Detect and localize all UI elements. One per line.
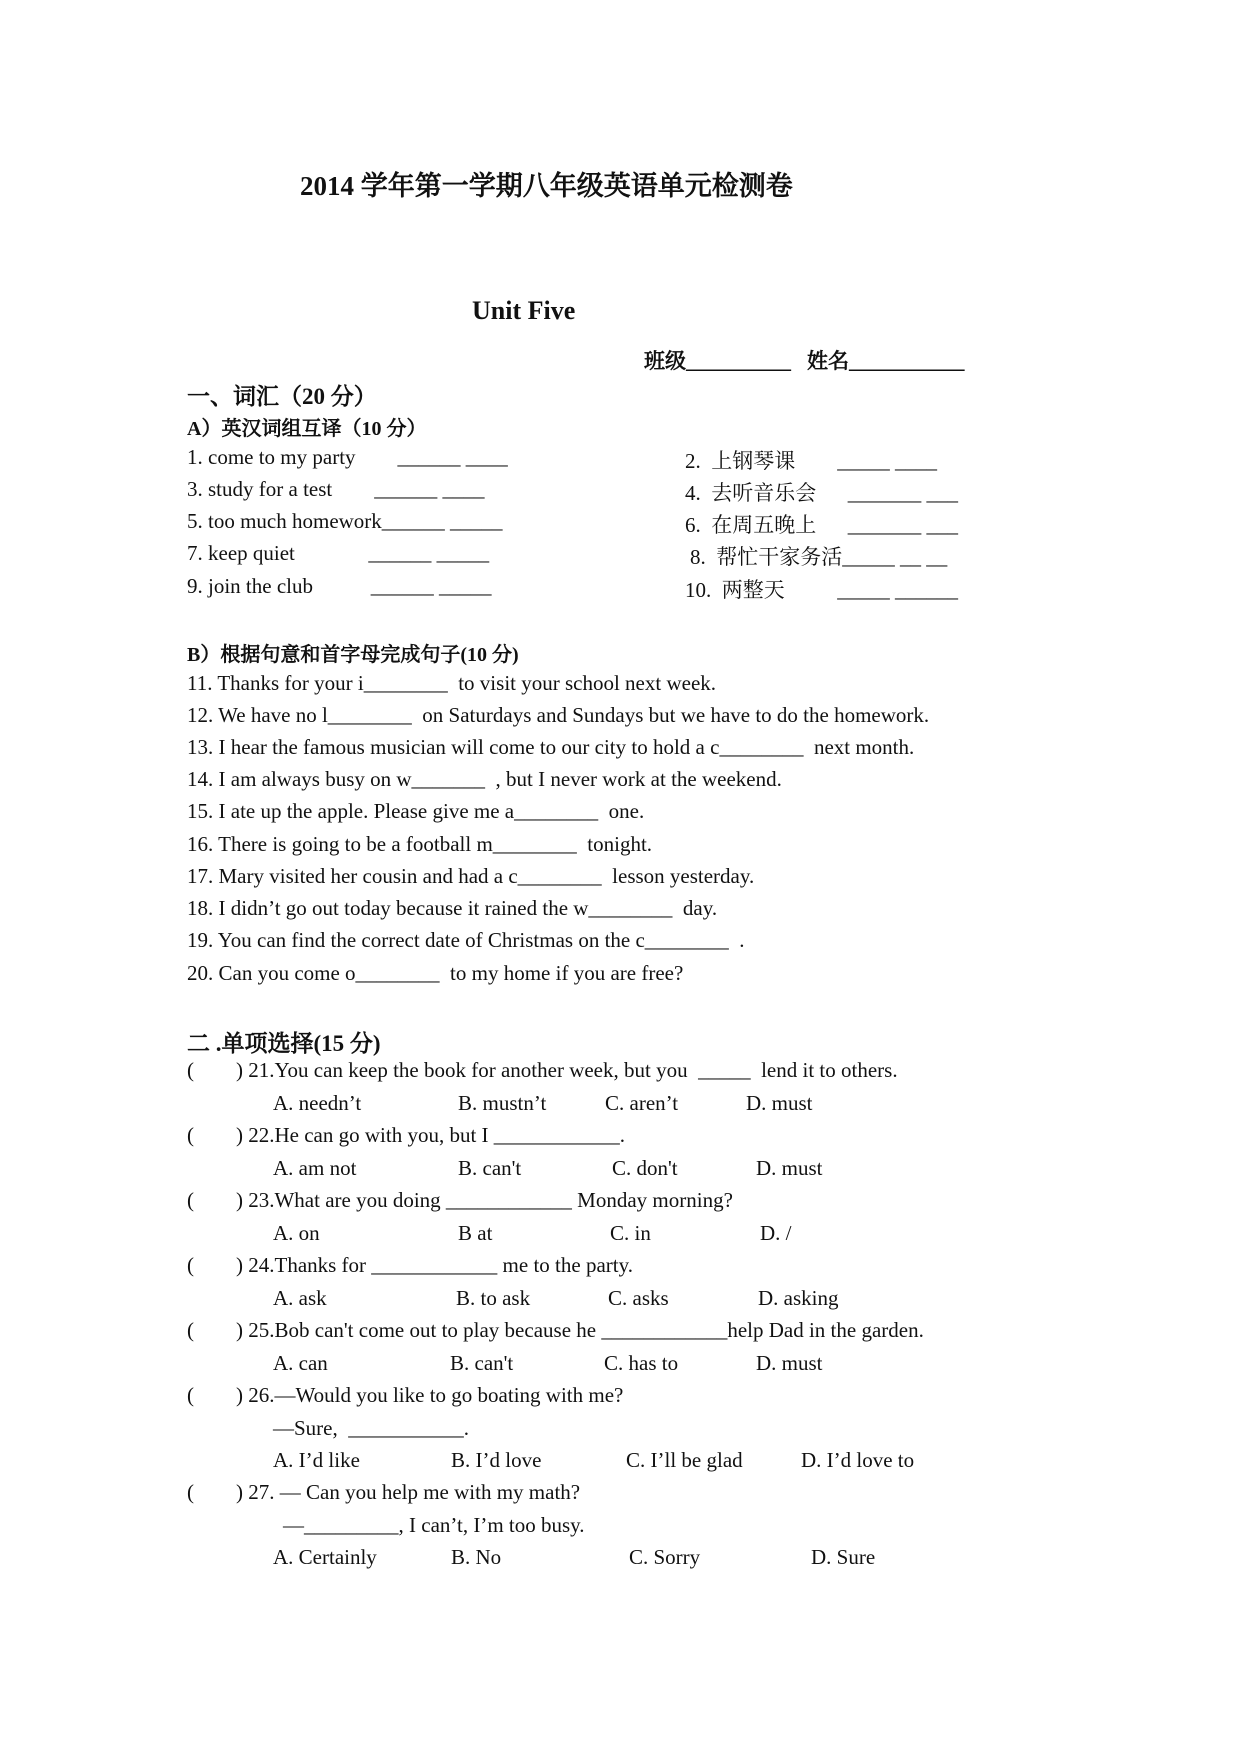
option-a: A. needn’t: [273, 1091, 362, 1115]
question-stem: ( ) 24.Thanks for ____________ me to the party.: [187, 1253, 633, 1277]
vocab-item: 4. 去听音乐会 _______ ___: [685, 481, 958, 505]
question-stem: ( ) 26.—Would you like to go boating with me?: [187, 1383, 624, 1407]
sentence-item: 14. I am always busy on w_______ , but I never work at the weekend.: [187, 767, 782, 791]
vocab-item: 6. 在周五晚上 _______ ___: [685, 513, 958, 537]
section2-heading: 二 .单项选择(15 分): [187, 1031, 381, 1056]
page-title: 2014 学年第一学期八年级英语单元检测卷: [300, 171, 793, 201]
question-stem: ( ) 21.You can keep the book for another week, but you _____ lend it to others.: [187, 1058, 898, 1082]
option-d: D. must: [756, 1156, 823, 1180]
class-field: 班级__________: [644, 349, 791, 373]
question-stem: ( ) 27. — Can you help me with my math?: [187, 1480, 581, 1504]
option-d: D. Sure: [811, 1545, 876, 1569]
option-b: B at: [458, 1221, 493, 1245]
option-c: C. Sorry: [629, 1545, 701, 1569]
option-a: A. I’d like: [273, 1448, 360, 1472]
question-stem: ( ) 23.What are you doing ____________ Monday morning?: [187, 1188, 733, 1212]
option-d: D. /: [760, 1221, 792, 1245]
option-b: B. to ask: [456, 1286, 531, 1310]
option-c: C. in: [610, 1221, 651, 1245]
sentence-item: 20. Can you come o________ to my home if you are free?: [187, 961, 684, 985]
section1-heading: 一、词汇（20 分）: [187, 384, 377, 409]
sentence-item: 12. We have no l________ on Saturdays and Sundays but we have to do the homework.: [187, 703, 930, 727]
sentence-item: 19. You can find the correct date of Christmas on the c________ .: [187, 928, 745, 952]
name-field: 姓名___________: [807, 349, 965, 373]
sentence-item: 11. Thanks for your i________ to visit your school next week.: [187, 671, 717, 695]
sentence-item: 15. I ate up the apple. Please give me a________ one.: [187, 799, 645, 823]
sentence-item: 13. I hear the famous musician will come to our city to hold a c________ next month.: [187, 735, 915, 759]
vocab-item: 10. 两整天 _____ ______: [685, 578, 958, 602]
option-b: B. can't: [458, 1156, 522, 1180]
option-a: A. can: [273, 1351, 328, 1375]
option-c: C. asks: [608, 1286, 669, 1310]
option-d: D. must: [746, 1091, 813, 1115]
option-b: B. mustn’t: [458, 1091, 547, 1115]
unit-title: Unit Five: [472, 296, 576, 325]
vocab-item: 1. come to my party ______ ____: [187, 445, 508, 469]
partB-heading: B）根据句意和首字母完成句子(10 分): [187, 644, 519, 666]
option-a: A. am not: [273, 1156, 357, 1180]
option-b: B. can't: [450, 1351, 514, 1375]
option-c: C. don't: [612, 1156, 678, 1180]
sentence-item: 17. Mary visited her cousin and had a c________ lesson yesterday.: [187, 864, 755, 888]
vocab-item: 7. keep quiet ______ _____: [187, 541, 490, 565]
option-b: B. No: [451, 1545, 502, 1569]
sentence-item: 16. There is going to be a football m________ tonight.: [187, 832, 653, 856]
option-c: C. I’ll be glad: [626, 1448, 743, 1472]
vocab-item: 2. 上钢琴课 _____ ____: [685, 449, 937, 473]
option-b: B. I’d love: [451, 1448, 542, 1472]
option-a: A. ask: [273, 1286, 327, 1310]
question-stem: ( ) 25.Bob can't come out to play because he ____________help Dad in the garden.: [187, 1318, 924, 1342]
option-d: D. I’d love to: [801, 1448, 915, 1472]
question-stem: ( ) 22.He can go with you, but I ____________.: [187, 1123, 626, 1147]
question-response: —Sure, ___________.: [273, 1416, 469, 1440]
option-a: A. Certainly: [273, 1545, 377, 1569]
option-d: D. asking: [758, 1286, 839, 1310]
option-a: A. on: [273, 1221, 320, 1245]
vocab-item: 3. study for a test ______ ____: [187, 477, 485, 501]
option-d: D. must: [756, 1351, 823, 1375]
vocab-item: 5. too much homework______ _____: [187, 509, 503, 533]
option-c: C. has to: [604, 1351, 679, 1375]
vocab-item: 8. 帮忙干家务活_____ __ __: [690, 545, 948, 569]
option-c: C. aren’t: [605, 1091, 679, 1115]
question-response: —_________, I can’t, I’m too busy.: [283, 1513, 585, 1537]
sentence-item: 18. I didn’t go out today because it rained the w________ day.: [187, 896, 718, 920]
vocab-item: 9. join the club ______ _____: [187, 574, 492, 598]
partA-heading: A）英汉词组互译（10 分）: [187, 418, 427, 440]
